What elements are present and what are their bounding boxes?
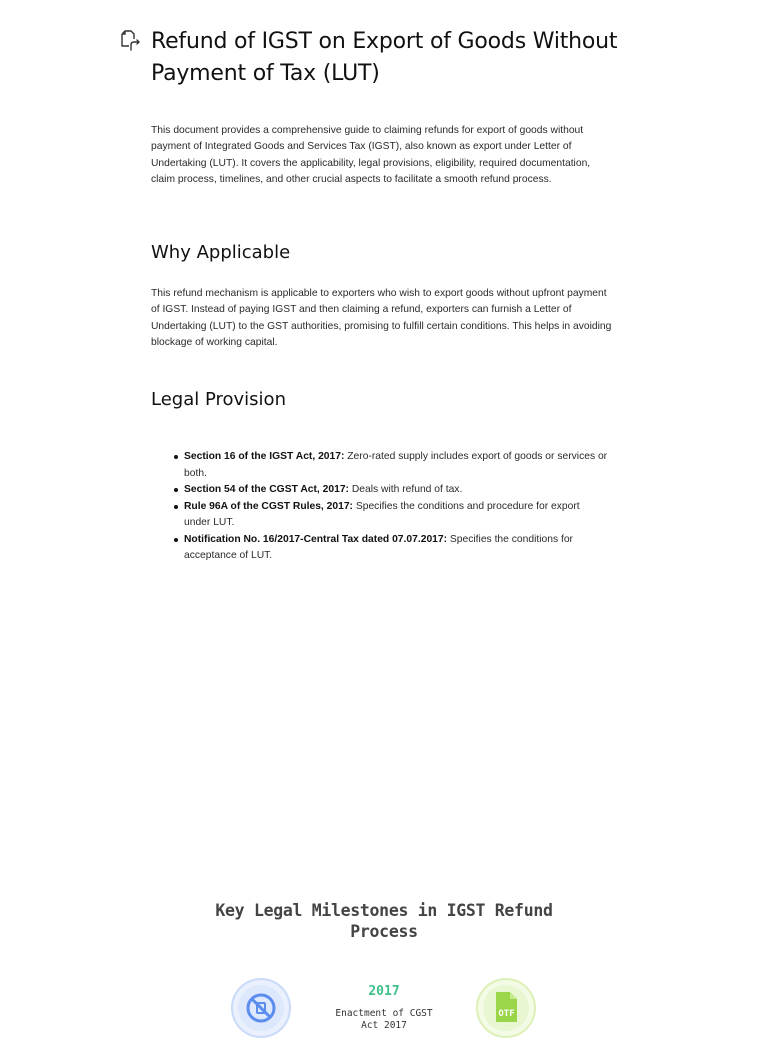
document-icon [476,978,536,1038]
provision-text: Specifies the conditions for acceptance of LUT. [184,533,573,561]
provision-text: Zero-rated supply includes export of goods or services or both. [184,451,608,479]
why-applicable-body: This refund mechanism is applicable to exporters who wish to export goods without upfront payment of IGST. Instead of paying IGST and then claiming a refund, exporters can furnish a Letter of Undertaking (LUT) to the GST authorities, promising to fulfill certain conditions. This helps in avoiding blockage of working capital. [151,288,612,349]
provision-text: Specifies the conditions and procedure for export under LUT. [184,500,580,528]
document-icon-label: OTF [498,1009,515,1019]
provision-term: Section 54 of the CGST Act, 2017: [184,484,349,495]
milestone-label: Enactment of CGST Act 2017 [335,1008,433,1031]
list-item [172,449,608,482]
page-icon [118,28,142,52]
intro-paragraph: This document provides a comprehensive guide to claiming refunds for export of goods without payment of Integrated Goods and Services Tax (IGST), also known as export under Letter of Undertaking (LUT). It covers the applicability, legal provisions, eligibility, required documentation, claim process, timelines, and other crucial aspects to facilitate a smooth refund process. [151,125,591,186]
list-item [172,532,608,565]
provision-term: Section 16 of the IGST Act, 2017: [184,451,345,462]
provision-term: Rule 96A of the CGST Rules, 2017: [184,500,353,512]
provision-term: Notification No. 16/2017-Central Tax dated 07.07.2017: [184,533,448,545]
milestone-year: 2017 [368,984,400,999]
legal-provision-heading: Legal Provision [151,389,286,410]
legal-provision-list [172,449,608,565]
provision-text: Deals with refund of tax. [348,484,463,495]
list-item [172,499,608,532]
list-item [172,482,608,499]
no-tax-icon [231,978,291,1038]
document-title: Refund of IGST on Export of Goods Without Payment of Tax (LUT) [151,29,618,86]
milestones-title: Key Legal Milestones in IGST Refund Process [215,901,553,941]
why-applicable-heading: Why Applicable [151,242,291,263]
